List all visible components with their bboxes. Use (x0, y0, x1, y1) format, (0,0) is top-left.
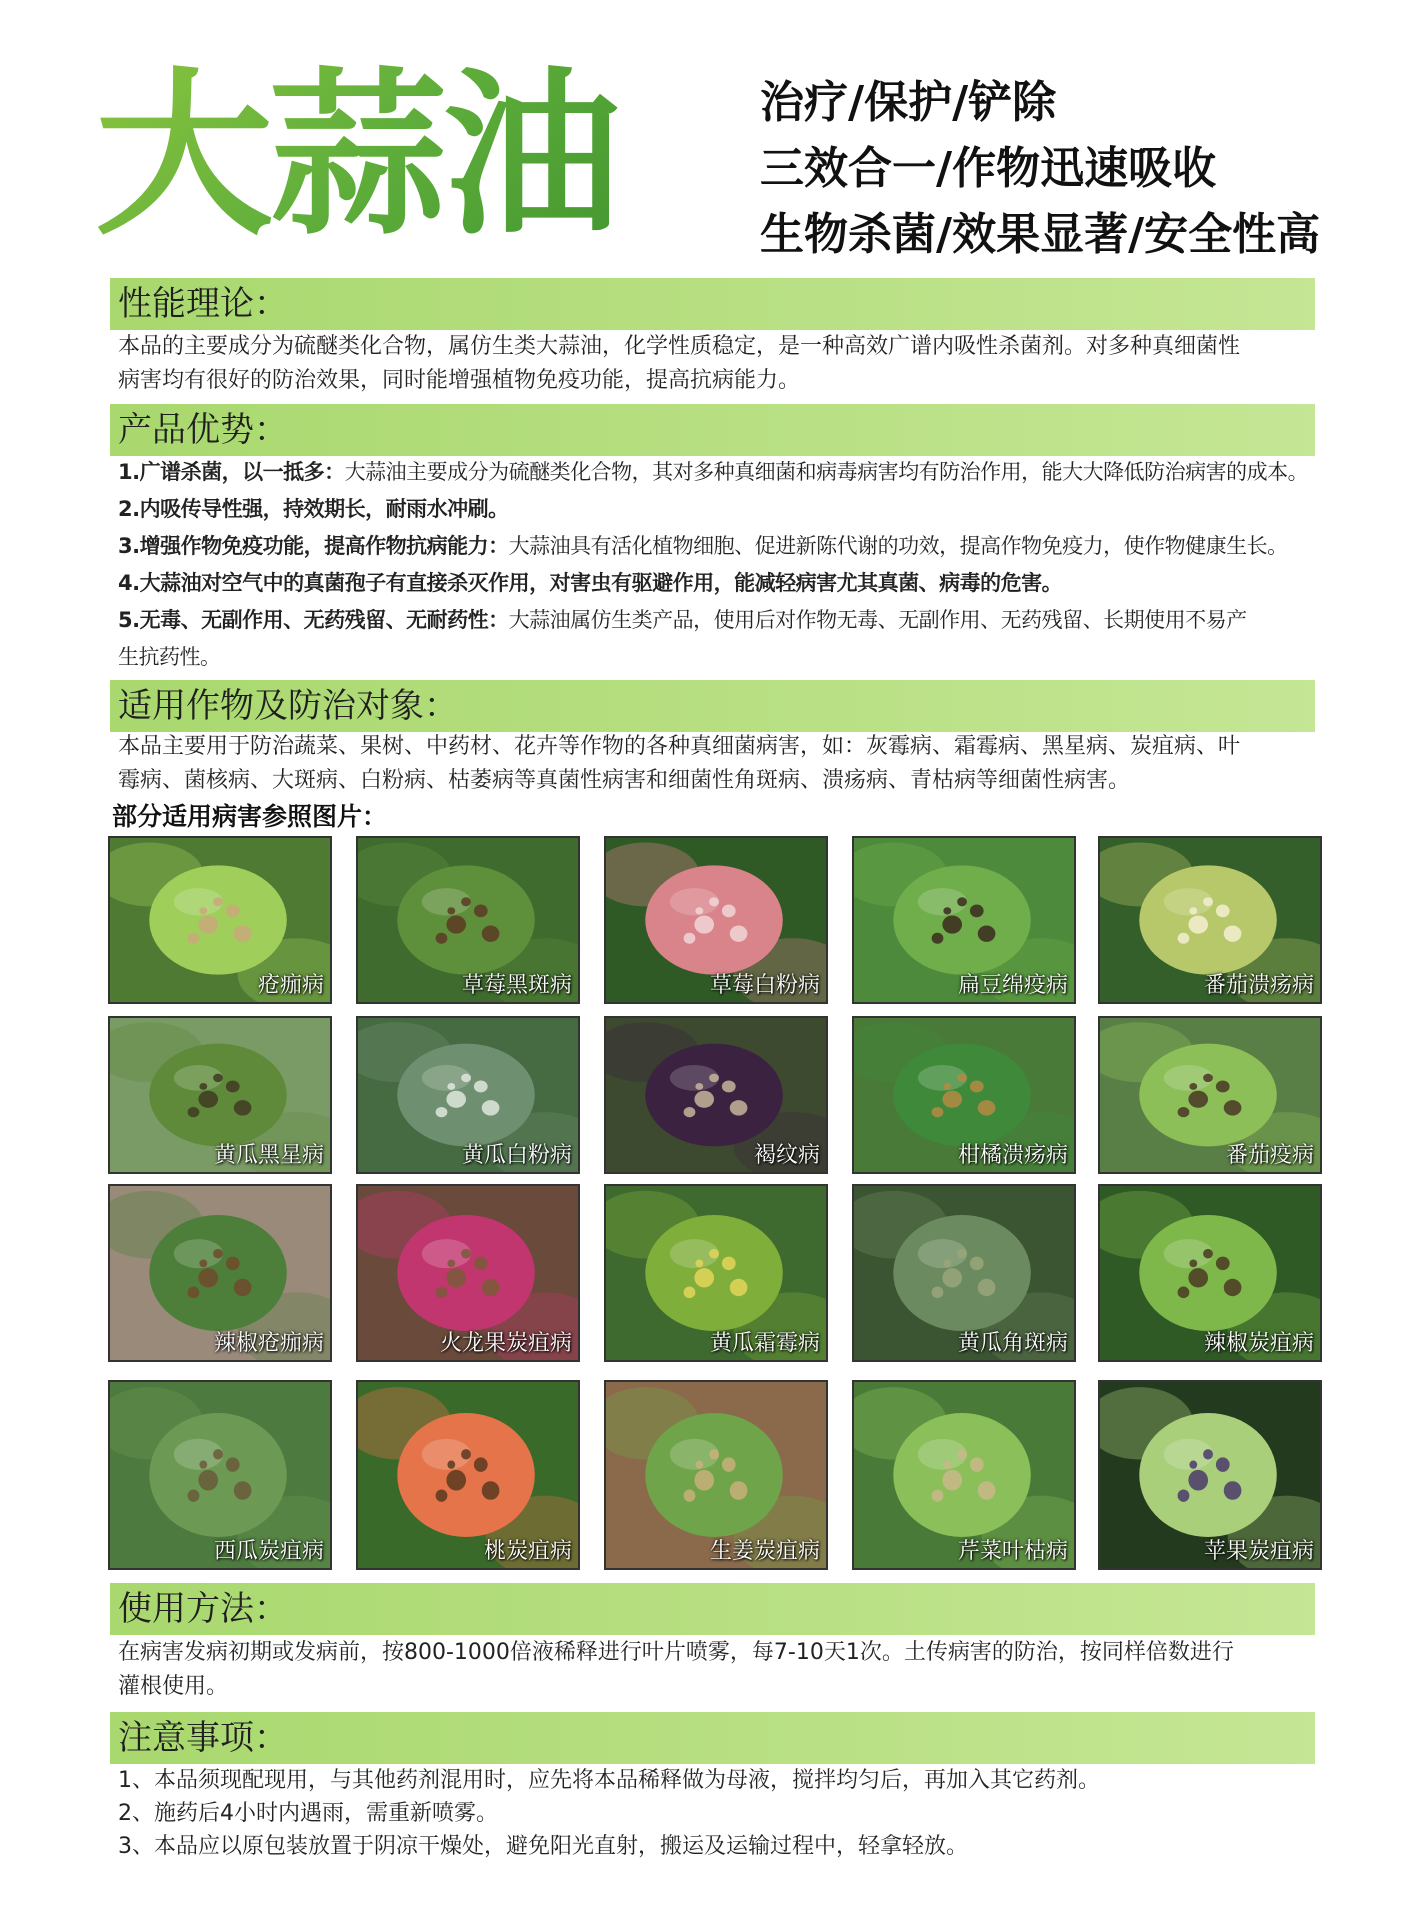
disease-caption: 火龙果炭疽病 (439, 1331, 572, 1356)
text-line: 灌根使用。 (118, 1674, 229, 1699)
disease-caption: 褐纹病 (753, 1143, 820, 1168)
disease-caption: 辣椒疮痂病 (213, 1331, 324, 1356)
advantage-item (118, 454, 1333, 491)
disease-caption: 黄瓜黑星病 (213, 1143, 324, 1168)
disease-caption: 草莓黑斑病 (461, 973, 572, 998)
section-heading-theory: 性能理论： (110, 278, 1315, 330)
note-item: 1、本品须现配现用，与其他药剂混用时，应先将本品稀释做为母液，搅拌均匀后，再加入其它药剂。 (118, 1768, 1101, 1793)
disease-photo (604, 1380, 828, 1570)
product-title: 大蒜油 (95, 40, 735, 270)
disease-photo (1098, 1016, 1322, 1174)
text-line: 霉病、菌核病、大斑病、白粉病、枯萎病等真菌性病害和细菌性角斑病、溃疡病、青枯病等细菌性病害。 (118, 768, 1131, 793)
section-heading-crops: 适用作物及防治对象： (110, 680, 1315, 732)
advantage-text: 大蒜油主要成分为硫醚类化合物，其对多种真细菌和病毒病害均有防治作用，能大大降低防治病害的成本。 (344, 460, 1309, 484)
disease-photo (356, 1016, 580, 1174)
advantage-bold: 5.无毒、无副作用、无药残留、无耐药性： (118, 608, 509, 632)
disease-caption: 黄瓜角斑病 (957, 1331, 1068, 1356)
disease-photo (108, 836, 332, 1004)
advantage-item (118, 565, 1333, 602)
disease-caption: 草莓白粉病 (709, 973, 820, 998)
disease-caption: 黄瓜霜霉病 (709, 1331, 820, 1356)
gallery-heading: 部分适用病害参照图片： (112, 802, 388, 831)
disease-photo (852, 836, 1076, 1004)
crops-text (118, 730, 1318, 798)
advantage-bold: 1.广谱杀菌，以一抵多： (118, 460, 345, 484)
advantage-item (118, 491, 1333, 528)
advantage-item (118, 639, 1333, 676)
note-item: 3、本品应以原包装放置于阴凉干燥处，避免阳光直射，搬运及运输过程中，轻拿轻放。 (118, 1834, 968, 1859)
disease-caption: 桃炭疽病 (483, 1539, 572, 1564)
disease-photo (356, 836, 580, 1004)
advantage-item (118, 528, 1333, 565)
advantage-bold: 2.内吸传导性强，持效期长，耐雨水冲刷。 (118, 497, 509, 521)
disease-photo (852, 1380, 1076, 1570)
disease-caption: 扁豆绵疫病 (957, 973, 1068, 998)
disease-photo (356, 1380, 580, 1570)
disease-caption: 辣椒炭疽病 (1203, 1331, 1314, 1356)
text-line: 在病害发病初期或发病前，按800-1000倍液稀释进行叶片喷雾，每7-10天1次。土传病害的防治，按同样倍数进行 (118, 1640, 1234, 1665)
disease-photo (1098, 1380, 1322, 1570)
advantage-bold: 3.增强作物免疫功能，提高作物抗病能力： (118, 534, 509, 558)
advantages-list (118, 454, 1333, 676)
disease-caption: 西瓜炭疽病 (213, 1539, 324, 1564)
disease-caption: 番茄疫病 (1225, 1143, 1314, 1168)
slogan-line: 治疗/保护/铲除 (760, 77, 1057, 128)
disease-caption: 芹菜叶枯病 (957, 1539, 1068, 1564)
disease-caption: 疮痂病 (257, 973, 324, 998)
disease-photo (852, 1184, 1076, 1362)
disease-caption: 黄瓜白粉病 (461, 1143, 572, 1168)
disease-photo (108, 1380, 332, 1570)
usage-text (118, 1636, 1318, 1704)
disease-photo (1098, 836, 1322, 1004)
section-heading-advantages: 产品优势： (110, 404, 1315, 456)
disease-photo (604, 1016, 828, 1174)
note-item: 2、施药后4小时内遇雨，需重新喷雾。 (118, 1801, 498, 1826)
disease-caption: 苹果炭疽病 (1203, 1539, 1314, 1564)
disease-photo (356, 1184, 580, 1362)
advantage-item (118, 602, 1333, 639)
slogan-line: 生物杀菌/效果显著/安全性高 (760, 209, 1321, 260)
advantage-bold: 4.大蒜油对空气中的真菌孢子有直接杀灭作用，对害虫有驱避作用，能减轻病害尤其真菌、病毒的危害。 (118, 571, 1063, 595)
section-heading-usage: 使用方法： (110, 1583, 1315, 1635)
disease-photo (604, 836, 828, 1004)
advantage-text: 大蒜油属仿生类产品，使用后对作物无毒、无副作用、无药残留、长期使用不易产 (508, 608, 1247, 632)
disease-photo (1098, 1184, 1322, 1362)
slogan-block (760, 70, 1320, 268)
notes-list (118, 1764, 1318, 1863)
text-line: 本品主要用于防治蔬菜、果树、中药材、花卉等作物的各种真细菌病害，如：灰霉病、霜霉病、黑星病、炭疽病、叶 (118, 734, 1241, 759)
text-line: 病害均有很好的防治效果，同时能增强植物免疫功能，提高抗病能力。 (118, 368, 801, 393)
section-heading-notes: 注意事项： (110, 1712, 1315, 1764)
disease-photo (108, 1184, 332, 1362)
disease-photo-grid (108, 836, 1323, 1571)
text-line: 本品的主要成分为硫醚类化合物，属仿生类大蒜油，化学性质稳定，是一种高效广谱内吸性杀菌剂。对多种真细菌性 (118, 334, 1241, 359)
disease-caption: 番茄溃疡病 (1203, 973, 1314, 998)
disease-photo (852, 1016, 1076, 1174)
disease-photo (604, 1184, 828, 1362)
advantage-text: 生抗药性。 (118, 645, 221, 669)
disease-caption: 柑橘溃疡病 (957, 1143, 1068, 1168)
disease-photo (108, 1016, 332, 1174)
advantage-text: 大蒜油具有活化植物细胞、促进新陈代谢的功效，提高作物免疫力，使作物健康生长。 (508, 534, 1288, 558)
disease-caption: 生姜炭疽病 (709, 1539, 820, 1564)
theory-text (118, 330, 1318, 398)
slogan-line: 三效合一/作物迅速吸收 (760, 143, 1217, 194)
